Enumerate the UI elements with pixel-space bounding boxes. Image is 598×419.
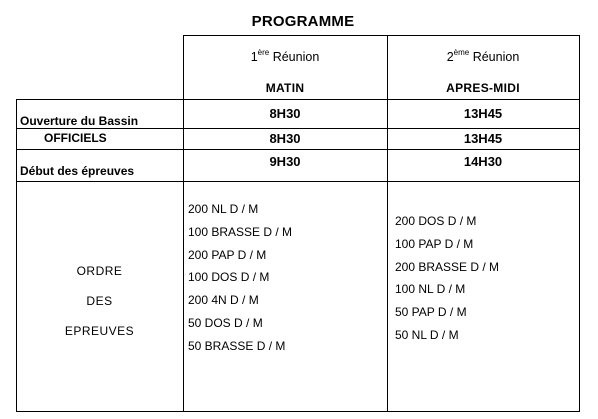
time-debut-matin: 9H30 (269, 154, 301, 169)
time-ouverture-apres-midi: 13H45 (463, 106, 503, 121)
reunion-1-ordinal-suffix: ère (257, 48, 270, 57)
event-item: 200 4N D / M (188, 293, 259, 308)
reunion-2-ordinal-suffix: ème (453, 48, 470, 57)
time-ouverture-matin: 8H30 (269, 106, 301, 121)
reunion-2-label: Réunion (469, 50, 520, 65)
ordre-line-1: ORDRE (76, 264, 123, 278)
event-item: 200 DOS D / M (395, 214, 477, 228)
event-item: 100 DOS D / M (188, 270, 270, 285)
events-matin-list (188, 198, 292, 358)
event-item: 50 NL D / M (395, 327, 459, 342)
reunion-1-number: 1 (250, 50, 258, 65)
event-item: 200 PAP D / M (188, 247, 267, 262)
time-debut-apres-midi: 14H30 (463, 154, 503, 169)
event-item: 100 BRASSE D / M (188, 224, 293, 239)
time-officiels-matin: 8H30 (269, 131, 301, 146)
reunion-1-period: MATIN (265, 81, 305, 95)
reunion-1-label: Réunion (269, 50, 320, 65)
events-apres-midi-list (395, 210, 499, 347)
ordre-line-2: DES (86, 294, 113, 308)
event-item: 100 PAP D / M (395, 236, 474, 251)
reunion-2-period: APRES-MIDI (446, 81, 520, 95)
event-item: 100 NL D / M (395, 282, 466, 297)
event-item: 50 BRASSE D / M (188, 338, 286, 353)
reunion-2-header (387, 49, 579, 64)
row-label-officiels: OFFICIELS (44, 131, 107, 145)
event-item: 50 PAP D / M (395, 305, 467, 320)
reunion-1-header (183, 49, 387, 64)
event-item: 200 NL D / M (188, 202, 259, 216)
time-officiels-apres-midi: 13H45 (463, 131, 503, 146)
page-title: PROGRAMME (251, 13, 355, 30)
event-item: 200 BRASSE D / M (395, 259, 500, 274)
reunion-2-number: 2 (446, 50, 454, 65)
row-label-ouverture: Ouverture du Bassin (20, 114, 139, 128)
row-label-debut: Début des épreuves (20, 164, 135, 178)
event-item: 50 DOS D / M (188, 315, 263, 330)
ordre-line-3: EPREUVES (64, 324, 135, 338)
